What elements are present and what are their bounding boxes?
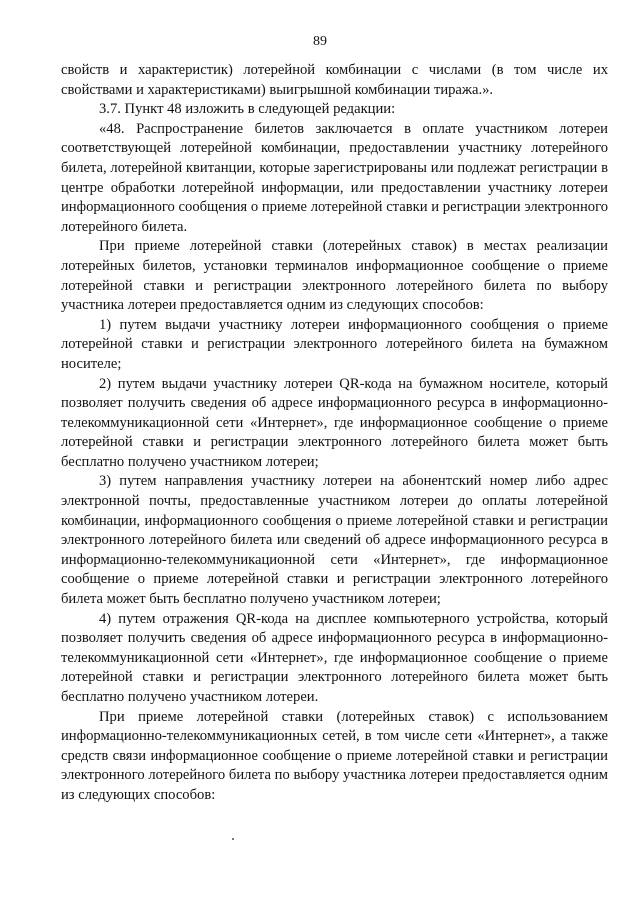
- scan-dot: [232, 838, 234, 840]
- list-item-4: 4) путем отражения QR-кода на дисплее компьютерного устройства, который позволяет получить сведения об адресе информационного ресурса в информационно-телекоммуникационной сети «Интернет», где информационное сообщение о приеме лотерейной ставки и регистрации электронного лотерейного билета может быть бесплатно получено участником лотереи.: [61, 610, 608, 705]
- paragraph-physical-sales: При приеме лотерейной ставки (лотерейных ставок) в местах реализации лотерейных билетов, установки терминалов информационное сообщение о приеме лотерейной ставки и регистрации электронного лотерейного билета по выбору участника лотереи предоставляется одним из следующих способов:: [61, 238, 608, 314]
- paragraph-item-3-7: 3.7. Пункт 48 изложить в следующей редакции:: [99, 101, 396, 118]
- list-item-3: 3) путем направления участнику лотереи на абонентский номер либо адрес электронной почты, предоставленные участником лотереи до оплаты лотерейной комбинации, информационного сообщения о приеме лотерейной ставки и регистрации электронного лотерейного билета или сведений об адресе информационного ресурса в информационно-телекоммуникационной сети «Интернет», где информационное сообщение о приеме лотерейной ставки и регистрации электронного лотерейного билета может быть бесплатно получено участником лотереи;: [61, 473, 608, 608]
- list-item-2: 2) путем выдачи участнику лотереи QR-кода на бумажном носителе, который позволяет получить сведения об адресе информационного ресурса в информационно-телекоммуникационной сети «Интернет», где информационное сообщение о приеме лотерейной ставки и регистрации электронного лотерейного билета может быть бесплатно получено участником лотереи;: [61, 375, 608, 470]
- paragraph-point-48: «48. Распространение билетов заключается в оплате участником лотереи соответствующей лотерейной комбинации, предоставлении участнику лотерейного билета, лотерейной квитанции, которые зарегистрированы или подлежат регистрации в центре обработки лотерейной информации, или предоставлении участнику лотереи информационного сообщения о приеме лотерейной ставки и регистрации электронного лотерейного билета.: [61, 120, 608, 235]
- page-number: 89: [313, 34, 327, 49]
- document-body: [61, 61, 608, 806]
- paragraph-internet-sales: При приеме лотерейной ставки (лотерейных ставок) с использованием информационно-телекоммуникационных сетей, в том числе сети «Интернет», а также средств связи информационное сообщение о приеме лотерейной ставки и регистрации электронного лотерейного билета по выбору участника лотереи предоставляется одним из следующих способов:: [61, 708, 608, 803]
- paragraph-continuation: свойств и характеристик) лотерейной комбинации с числами (в том числе их свойствами и характеристиками) выигрышной комбинации тиража.».: [61, 62, 608, 98]
- list-item-1: 1) путем выдачи участнику лотереи информационного сообщения о приеме лотерейной ставки и регистрации электронного лотерейного билета на бумажном носителе;: [61, 316, 608, 372]
